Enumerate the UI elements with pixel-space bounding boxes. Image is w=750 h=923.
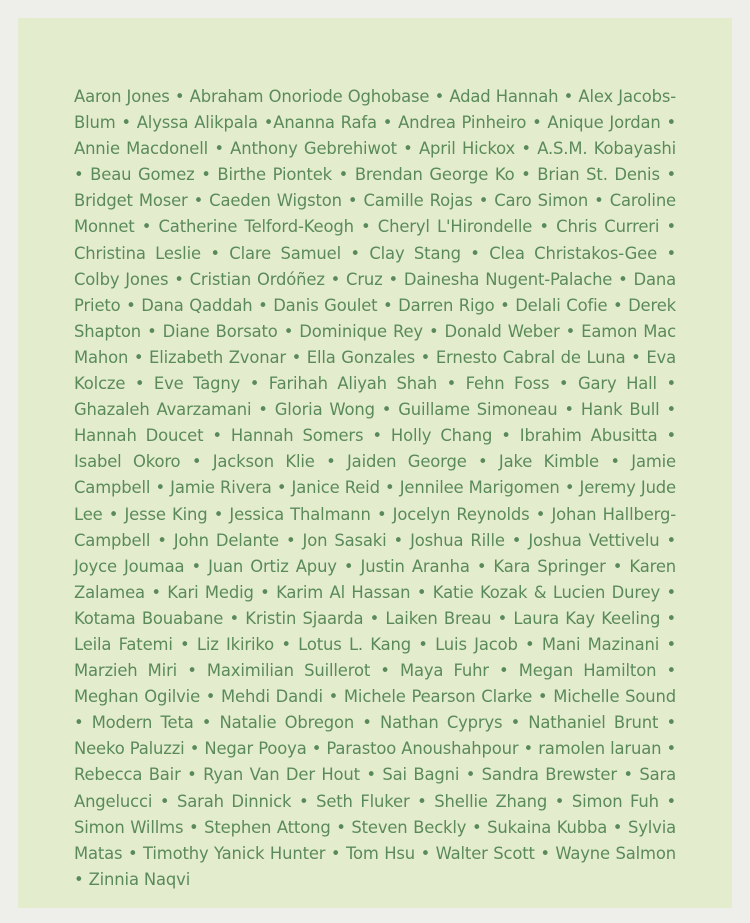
names-card [18, 18, 732, 908]
artist-names-list: Aaron Jones • Abraham Onoriode Oghobase • Adad Hannah • Alex Jacobs-Blum • Alyssa Alikpala •Ananna Rafa • Andrea Pinheiro • Anique Jordan • Annie Macdonell • Anthony Gebrehiwot • April Hickox • A.S.M. Kobayashi • Beau Gomez • Birthe Piontek • Brendan George Ko • Brian St. Denis • Bridget Moser • Caeden Wigston • Camille Rojas • Caro Simon • Caroline Monnet • Catherine Telford-Keogh • Cheryl L'Hirondelle • Chris Curreri • Christina Leslie • Clare Samuel • Clay Stang • Clea Christakos-Gee • Colby Jones • Cristian Ordóñez • Cruz • Dainesha Nugent-Palache • Dana Prieto • Dana Qaddah • Danis Goulet • Darren Rigo • Delali Cofie • Derek Shapton • Diane Borsato • Dominique Rey • Donald Weber • Eamon Mac Mahon • Elizabeth Zvonar • Ella Gonzales • Ernesto Cabral de Luna • Eva Kolcze • Eve Tagny • Farihah Aliyah Shah • Fehn Foss • Gary Hall • Ghazaleh Avarzamani • Gloria Wong • Guillame Simoneau • Hank Bull • Hannah Doucet • Hannah Somers • Holly Chang • Ibrahim Abusitta • Isabel Okoro • Jackson Klie • Jaiden George • Jake Kimble • Jamie Campbell • Jamie Rivera • Janice Reid • Jennilee Marigomen • Jeremy Jude Lee • Jesse King • Jessica Thalmann • Jocelyn Reynolds • Johan Hallberg-Campbell • John Delante • Jon Sasaki • Joshua Rille • Joshua Vettivelu • Joyce Joumaa • Juan Ortiz Apuy • Justin Aranha • Kara Springer • Karen Zalamea • Kari Medig • Karim Al Hassan • Katie Kozak & Lucien Durey • Kotama Bouabane • Kristin Sjaarda • Laiken Breau • Laura Kay Keeling • Leila Fatemi • Liz Ikiriko • Lotus L. Kang • Luis Jacob • Mani Mazinani • Marzieh Miri • Maximilian Suillerot • Maya Fuhr • Megan Hamilton • Meghan Ogilvie • Mehdi Dandi • Michele Pearson Clarke • Michelle Sound • Modern Teta • Natalie Obregon • Nathan Cyprys • Nathaniel Brunt • Neeko Paluzzi • Negar Pooya • Parastoo Anoushahpour • ramolen laruan • Rebecca Bair • Ryan Van Der Hout • Sai Bagni • Sandra Brewster • Sara Angelucci • Sarah Dinnick • Seth Fluker • Shellie Zhang • Simon Fuh • Simon Willms • Stephen Attong • Steven Beckly • Sukaina Kubba • Sylvia Matas • Timothy Yanick Hunter • Tom Hsu • Walter Scott • Wayne Salmon • Zinnia Naqvi [74, 87, 676, 889]
